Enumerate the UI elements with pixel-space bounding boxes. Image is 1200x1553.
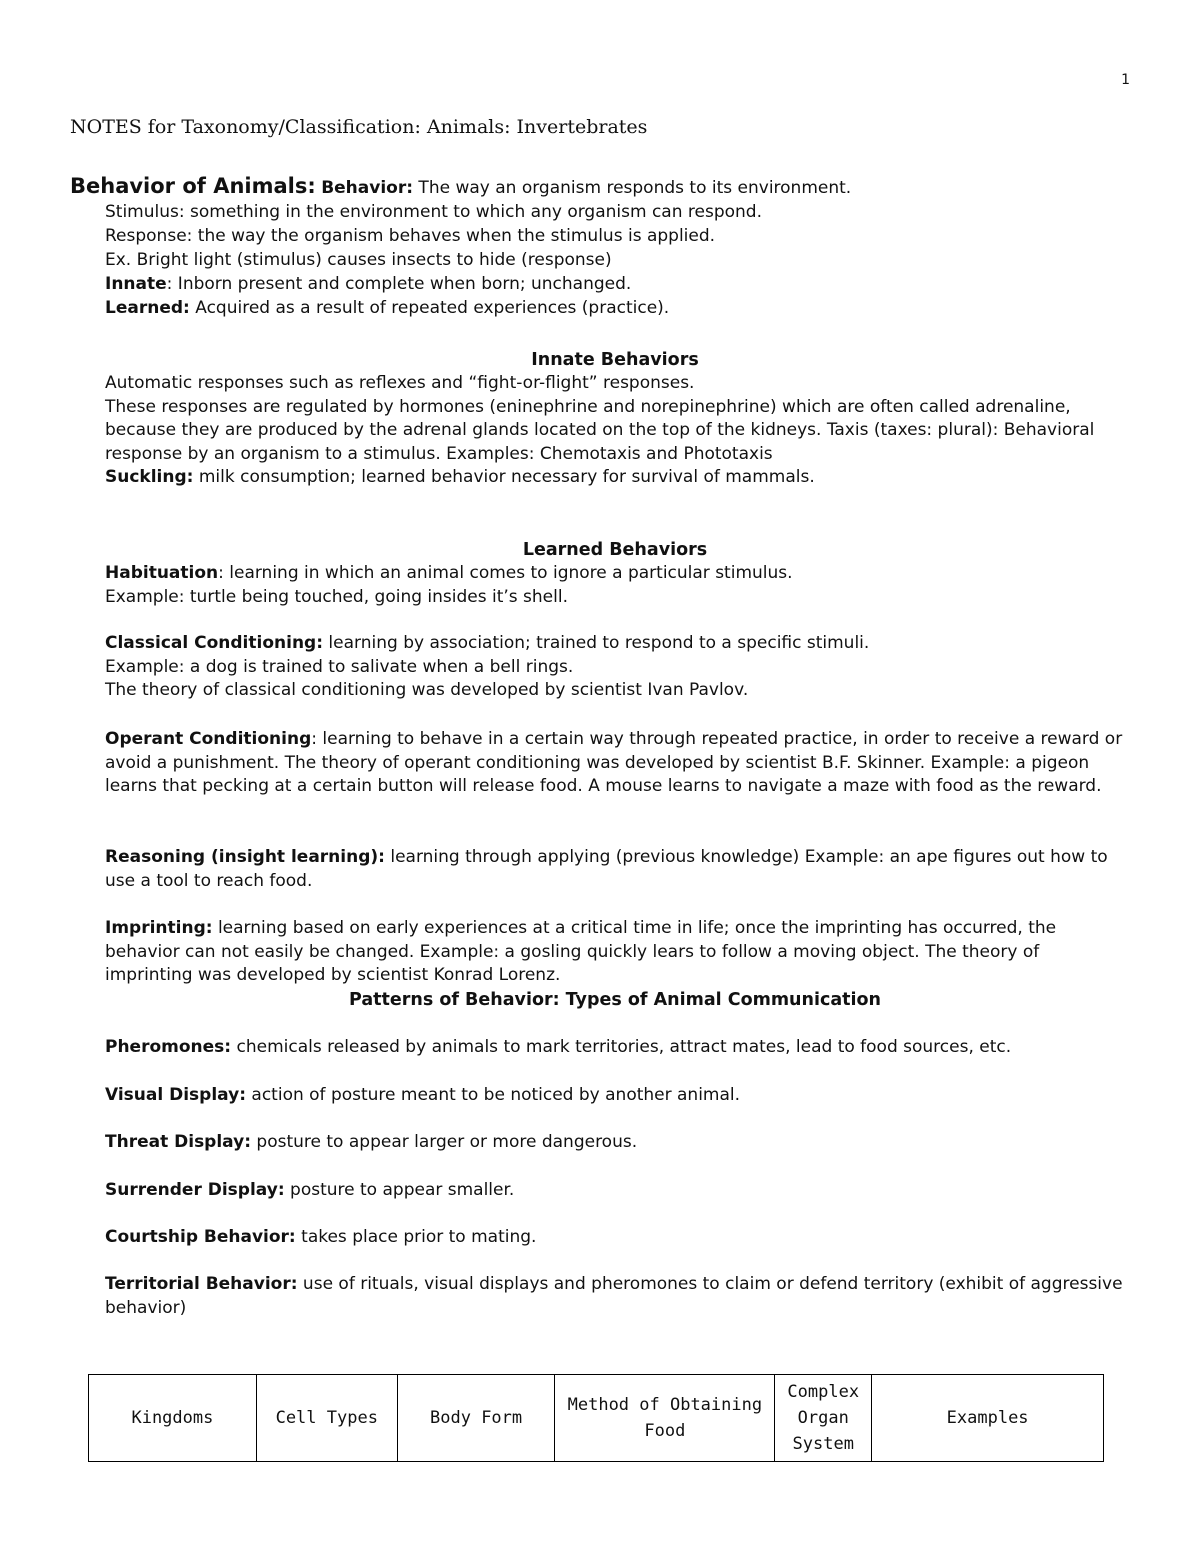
document-title: NOTES for Taxonomy/Classification: Animals: Invertebrates [70,116,648,138]
innate-heading: Innate Behaviors [531,350,699,370]
threat-display-block [105,1131,1125,1155]
innate-term: Innate [105,274,167,294]
behavior-definition: The way an organism responds to its environment. [413,178,852,198]
learned-definition: Acquired as a result of repeated experiences (practice). [189,298,670,318]
learned-heading: Learned Behaviors [522,540,708,560]
classical-example: Example: a dog is trained to salivate when a bell rings. [105,656,574,677]
visual-display-block [105,1084,1125,1108]
reasoning-definition: learning through applying (previous knowledge) Example: an ape figures out how to use a tool to reach food. [105,847,1108,891]
imprinting-definition: learning based on early experiences at a critical time in life; once the imprinting has occurred, the behavior can not easily be changed. Example: a gosling quickly lears to follow a moving object. The theory of imprinting was developed by scientist Konrad Lorenz. [105,918,1057,985]
visual-term: Visual Display: [105,1085,247,1105]
territorial-behavior-block [105,1273,1125,1320]
example-line: Ex. Bright light (stimulus) causes insects to hide (response) [105,250,612,270]
suckling-definition: milk consumption; learned behavior necessary for survival of mammals. [193,467,815,487]
pheromones-block [105,1036,1125,1060]
operant-definition: : learning to behave in a certain way through repeated practice, in order to receive a reward or avoid a punishment. The theory of operant conditioning was developed by scientist B.F. Skinner. Example: a pigeon learns that pecking at a certain button will release food. A mouse learns to navigate a maze with food as the reward. [105,729,1123,796]
classical-conditioning-block [105,632,1125,703]
habituation-line [105,562,1125,586]
innate-definition: : Inborn present and complete when born; unchanged. [166,274,632,294]
innate-behaviors-section [105,348,1125,490]
stimulus-line: Stimulus: something in the environment to which any organism can respond. [105,202,762,222]
threat-definition: posture to appear larger or more dangerous. [251,1132,638,1152]
territorial-term: Territorial Behavior: [105,1274,298,1294]
table-header-cell: Cell Types [256,1375,397,1462]
behavior-term: Behavior: [321,178,414,198]
habituation-term: Habituation [105,563,219,583]
intro-heading-line [70,174,1130,200]
table-header-cell: Body Form [397,1375,555,1462]
patterns-heading: Patterns of Behavior: Types of Animal Communication [348,990,882,1010]
innate-line [70,272,1130,296]
learned-line [70,296,1130,320]
habituation-example: Example: turtle being touched, going insides it’s shell. [105,586,568,607]
pheromones-definition: chemicals released by animals to mark territories, attract mates, lead to food sources, etc. [231,1037,1012,1057]
territorial-definition: use of rituals, visual displays and pheromones to claim or defend territory (exhibit of aggressive behavior) [105,1274,1123,1318]
habituation-definition: : learning in which an animal comes to ignore a particular stimulus. [218,563,793,583]
threat-term: Threat Display: [105,1132,252,1152]
visual-definition: action of posture meant to be noticed by another animal. [246,1085,741,1105]
intro-section [70,174,1130,320]
table-header-cell: Method of Obtaining Food [555,1375,775,1462]
response-line: Response: the way the organism behaves when the stimulus is applied. [105,226,716,246]
courtship-behavior-block [105,1226,1125,1250]
classical-theory: The theory of classical conditioning was developed by scientist Ivan Pavlov. [105,680,749,700]
learned-term: Learned: [105,298,190,318]
imprinting-term: Imprinting: [105,918,213,938]
classical-definition: learning by association; trained to respond to a specific stimuli. [323,633,870,653]
suckling-line [105,466,1125,490]
operant-term: Operant Conditioning [105,729,312,749]
innate-line-1: Automatic responses such as reflexes and “fight-or-flight” responses. [105,373,695,393]
reasoning-term: Reasoning (insight learning): [105,847,385,867]
patterns-heading-block [105,988,1125,1012]
courtship-definition: takes place prior to mating. [295,1227,537,1247]
kingdoms-table [88,1374,1104,1462]
classical-term: Classical Conditioning: [105,633,324,653]
suckling-term: Suckling: [105,467,194,487]
page-number: 1 [1121,72,1130,88]
operant-conditioning-block [105,728,1125,799]
table-header-row [89,1375,1104,1462]
innate-line-2: These responses are regulated by hormones (eninephrine and norepinephrine) which are often called adrenaline, because they are produced by the adrenal glands located on the top of the kidneys. Taxis (taxes: plural): Behavioral response by an organism to a stimulus. Examples: Chemotaxis and Phototaxis [105,396,1095,464]
surrender-definition: posture to appear smaller. [284,1180,515,1200]
surrender-display-block [105,1179,1125,1203]
reasoning-block [105,846,1125,893]
table-header-cell: Kingdoms [89,1375,257,1462]
imprinting-block [105,917,1125,988]
table-header-cell: Examples [872,1375,1104,1462]
courtship-term: Courtship Behavior: [105,1227,296,1247]
section-heading-behavior: Behavior of Animals: [70,174,316,198]
classical-line [105,632,1125,656]
surrender-term: Surrender Display: [105,1180,285,1200]
pheromones-term: Pheromones: [105,1037,232,1057]
table-header-cell: Complex Organ System [775,1375,872,1462]
learned-behaviors-section [105,538,1125,609]
